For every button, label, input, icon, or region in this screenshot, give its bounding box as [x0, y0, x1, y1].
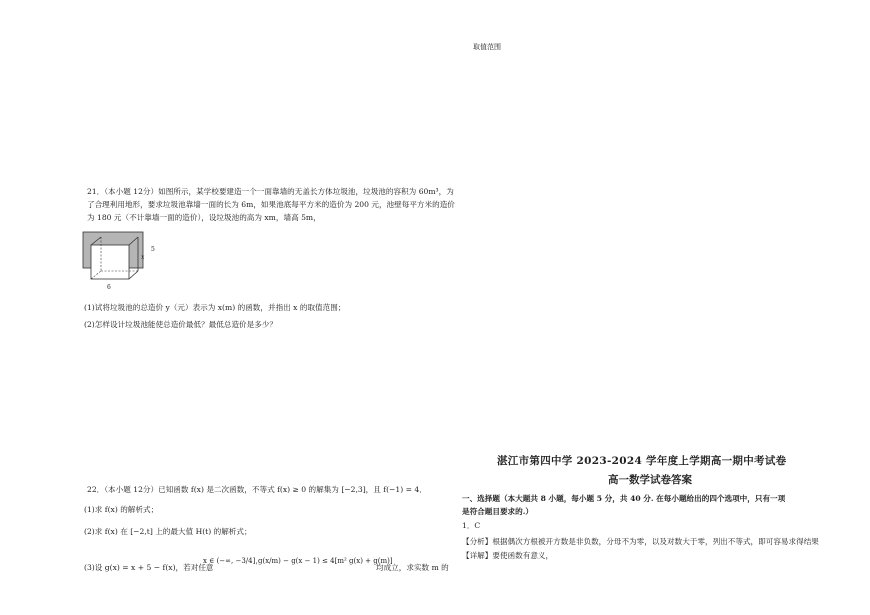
answer-subtitle: 高一数学试卷答案 — [608, 474, 692, 486]
q22-part1: (1)求 f(x) 的解析式； — [84, 505, 159, 514]
section1-line1: 一、选择题（本大题共 8 小题，每小题 5 分，共 40 分. 在每小题给出的四个选项中，只有一项 — [462, 494, 786, 503]
section1-line2: 是符合题目要求的.） — [462, 507, 533, 516]
q22-part3-d: 均成立，求实数 m 的 — [376, 563, 449, 572]
fig-label-6: 6 — [107, 284, 111, 291]
fig-label-5: 5 — [151, 246, 155, 253]
q21-line1: 21．（本小题 12分）如图所示，某学校要建造一个一面靠墙的无盖长方体垃圾池，垃圾池的容积为 60m³，为 — [87, 187, 454, 196]
q21-part1: (1)试将垃圾池的总造价 y（元）表示为 x(m) 的函数，并指出 x 的取值范围； — [84, 303, 346, 312]
answer-item-1: 1．C — [462, 521, 481, 530]
q21-line3: 为 180 元（不计靠墙一面的造价），设垃圾池的高为 xm，墙高 5m， — [87, 213, 321, 222]
q22-part3-c: g(x/m) − g(x − 1) ≤ 4[m² g(x) + g(m)] — [258, 557, 393, 565]
analysis-text: 【分析】根据偶次方根被开方数是非负数，分母不为零，以及对数大于零，列出不等式，即可容易求得结果 — [462, 537, 819, 546]
q22-part2: (2)求 f(x) 在 [−2,t] 上的最大值 H(t) 的解析式； — [84, 527, 252, 536]
q22-line1: 22．（本小题 12分）已知函数 f(x) 是二次函数，不等式 f(x) ≥ 0 的解集为 [−2,3]，且 f(−1) = 4． — [87, 485, 427, 494]
range-text: 取值范围 — [473, 43, 501, 51]
answer-title: 湛江市第四中学 2023-2024 学年度上学期高一期中考试卷 — [497, 455, 787, 467]
q22-part3-a: (3)设 g(x) = x + 5 − f(x)，若对任意 — [84, 563, 214, 572]
garbage-pool-figure — [80, 229, 160, 293]
q21-line2: 了合理利用地形，要求垃圾池靠墙一面的长为 6m，如果池底每平方米的造价为 200 元，池壁每平方米的造价 — [87, 200, 455, 209]
detail-text: 【详解】要使函数有意义， — [462, 551, 554, 560]
fig-label-x: x — [141, 254, 145, 261]
q21-part2: (2)怎样设计垃圾池能使总造价最低？最低总造价是多少？ — [84, 320, 278, 329]
pool-front-face — [91, 245, 129, 279]
q22-part3-b: x ∈ (−∞, −3/4]， — [203, 557, 263, 565]
